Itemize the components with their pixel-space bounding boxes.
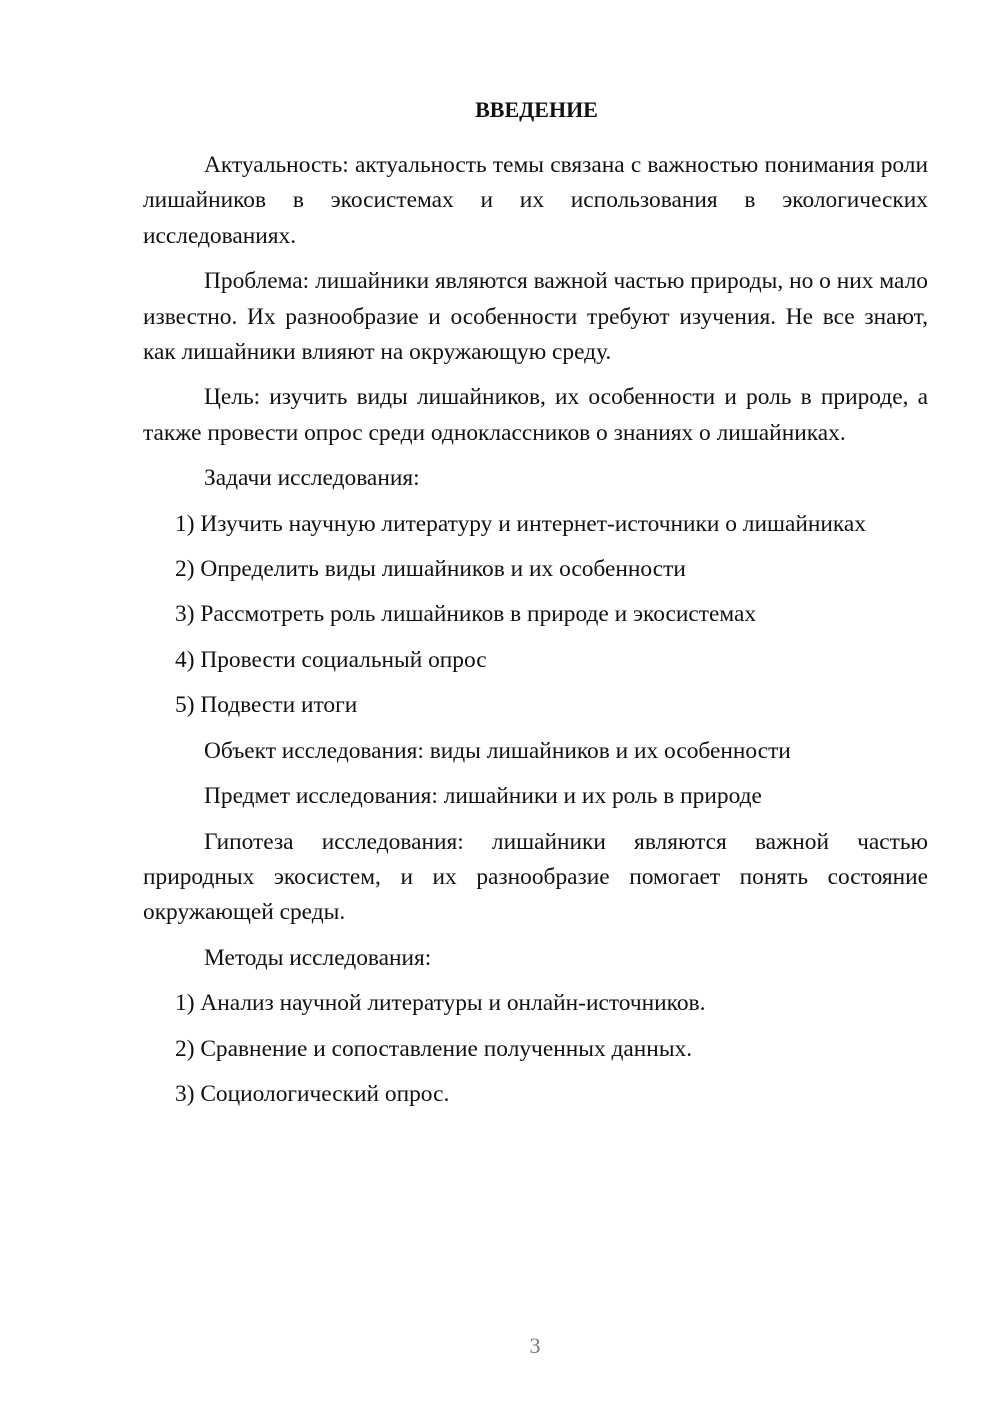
section-heading: ВВЕДЕНИЕ — [475, 97, 598, 122]
task-item-5: 5) Подвести итоги — [175, 692, 358, 719]
method-item-1: 1) Анализ научной литературы и онлайн-источников. — [175, 990, 706, 1017]
object-paragraph: Объект исследования: виды лишайников и их особенности — [204, 737, 791, 764]
subject-paragraph: Предмет исследования: лишайники и их роль в природе — [204, 783, 762, 810]
task-item-3: 3) Рассмотреть роль лишайников в природе и экосистемах — [175, 601, 757, 628]
relevance-paragraph: Актуальность: актуальность темы связана с важностью понимания роли лишайников в экосистемах и их использования в экологических исследованиях. — [143, 152, 928, 249]
goal-paragraph: Цель: изучить виды лишайников, их особенности и роль в природе, а также провести опрос среди одноклассников о знаниях о лишайниках. — [143, 384, 928, 446]
methods-title: Методы исследования: — [204, 944, 432, 971]
method-item-3: 3) Социологический опрос. — [175, 1080, 450, 1107]
page-content — [143, 92, 928, 1122]
hypothesis-paragraph: Гипотеза исследования: лишайники являются важной частью природных экосистем, и их разнообразие помогает понять состояние окружающей среды. — [143, 828, 928, 926]
tasks-title: Задачи исследования: — [204, 465, 420, 492]
problem-paragraph: Проблема: лишайники являются важной частью природы, но о них мало известно. Их разнообразие и особенности требуют изучения. Не все знают, как лишайники влияют на окружающую среду. — [143, 268, 928, 366]
method-item-2: 2) Сравнение и сопоставление полученных данных. — [175, 1035, 693, 1062]
task-item-1: 1) Изучить научную литературу и интернет-источники о лишайниках — [175, 510, 867, 537]
page-number: 3 — [529, 1333, 541, 1358]
task-item-4: 4) Провести социальный опрос — [175, 646, 487, 673]
task-item-2: 2) Определить виды лишайников и их особенности — [175, 556, 686, 583]
